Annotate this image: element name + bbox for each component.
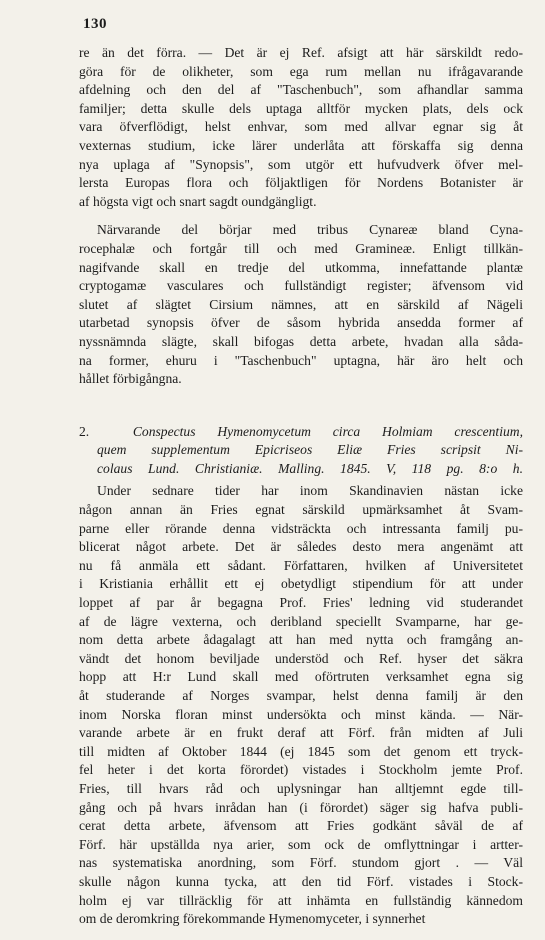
text-line: Under sednare tider har inom Skandinavien nästan icke bbox=[97, 483, 523, 499]
text-line: rocephalæ och fortgår till och med Gramineæ. Enligt tillkän- bbox=[79, 240, 523, 256]
text-line: re än det förra. — Det är ej Ref. afsigt att här särskildt redo- bbox=[79, 45, 523, 60]
text-line: inom Norska floran minst undersökta och minst kända. — När- bbox=[79, 706, 523, 722]
text-line: någon annan än Fries egnat särskild upmärksamhet åt Svam- bbox=[79, 502, 523, 518]
page-number: 130 bbox=[83, 16, 107, 32]
paragraph-1 bbox=[79, 44, 523, 211]
text-line: Närvarande del börjar med tribus Cynareæ bland Cyna- bbox=[97, 222, 523, 238]
text-line: cerat detta arbete, äfvensom att Fries godkänt såväl de af bbox=[79, 818, 523, 834]
text-line: i Kristiania erhållit ett ej obetydligt stipendium för att under bbox=[79, 576, 523, 592]
text-line: Fries, till hvars råd och uplysningar han alltjemnt egde till- bbox=[79, 780, 523, 796]
text-line: na former, ehuru i "Taschenbuch" uptagna, här äro helt och bbox=[79, 352, 523, 368]
section-number: 2. bbox=[79, 423, 90, 439]
text-line: loppet af par år begagna Prof. Fries' ledning vid studerandet bbox=[79, 595, 523, 611]
text-line: familjer; detta skulle dels uptaga alltför mycken plats, dels ock bbox=[79, 100, 523, 116]
text-line: nom detta arbete ådagalagt att han med nytta och framgång an- bbox=[79, 632, 523, 648]
text-line: holm ej var tillräcklig för att inhämta en fullständig kännedom bbox=[79, 892, 523, 908]
text-line: af de lägre vexterna, och deribland speciellt Svamparne, har ge- bbox=[79, 613, 523, 629]
text-line: hållet förbigångna. bbox=[79, 371, 182, 387]
text-line: slutet af slägtet Cirsium nämnes, att en särskild af Nägeli bbox=[79, 296, 523, 312]
text-line: skulle någon kunna tycka, att den tid Förf. vistades i Stock- bbox=[79, 873, 523, 889]
text-line: fel heter i det korta förordet) vistades i Stockholm jemte Prof. bbox=[79, 762, 523, 778]
text-line: åt studerande af Norges svampar, helst denna familj är den bbox=[79, 688, 523, 703]
text-line: parne eller rörande denna vidsträckta och intressanta familj pu- bbox=[79, 520, 523, 536]
text-line: gång och på hvars inrådan han (i förordet) säger sig hafva publi- bbox=[79, 799, 523, 815]
text-line: varande arbete är en frukt deraf att Förf. från midten af Juli bbox=[79, 725, 523, 741]
section-title-line-1: Conspectus Hymenomycetum circa Holmiam crescentium, bbox=[132, 423, 523, 439]
section-heading bbox=[79, 423, 523, 479]
text-line: nas systematiska anordning, som Förf. stundom gjort . — Väl bbox=[79, 855, 523, 871]
text-line: Förf. här upställda nya arier, som ock de omflyttningar i artter- bbox=[79, 836, 523, 852]
text-line: vexternas studium, icke lärer underlåta att förskaffa sig denna bbox=[79, 137, 523, 153]
text-line: göra för de olikheter, som ega rum mellan nu ifrågavarande bbox=[79, 63, 523, 79]
text-line: af högsta vigt och snart sagdt oundgängligt. bbox=[79, 193, 317, 209]
text-line: utarbetad synopsis öfver de såsom hybrida ansedda former af bbox=[79, 315, 523, 331]
paragraph-2 bbox=[79, 221, 523, 388]
text-line: om de deromkring förekommande Hymenomyceter, i synnerhet bbox=[79, 911, 426, 927]
section-title-line-3: colaus Lund. Christianiæ. Malling. 1845. V, 118 pg. 8:o h. bbox=[97, 460, 523, 476]
text-line: nu få anmäla ett sådant. Författaren, hvilken af Universitetet bbox=[79, 557, 523, 573]
text-line: vändt det honom beviljade understöd och Ref. hyser det säkra bbox=[79, 650, 523, 666]
text-line: vara öfverflödigt, helst enhvar, som med allvar egnar sig åt bbox=[79, 119, 523, 135]
text-line: blicerat något arbete. Det är således desto mera angenämt att bbox=[79, 539, 523, 555]
text-line: till midten af Oktober 1844 (ej 1845 som det genom ett tryck- bbox=[79, 743, 523, 759]
text-line: nya uplaga af "Synopsis", som utgör ett hufvudverk öfver mel- bbox=[79, 156, 523, 172]
text-line: afdelning och den del af "Taschenbuch", som afhandlar samma bbox=[79, 82, 523, 98]
text-line: lersta Europas flora och följaktligen för Nordens Botanister är bbox=[79, 175, 523, 191]
section-title-line-2: quem supplementum Epicriseos Eliæ Fries scripsit Ni- bbox=[97, 442, 523, 458]
paragraph-3 bbox=[79, 482, 523, 928]
text-line: nyssnämnda slägte, skall bifogas detta arbete, hvadan alla såda- bbox=[79, 333, 523, 349]
text-line: cryptogamæ vasculares och fullständigt register; äfvensom vid bbox=[79, 278, 523, 294]
text-line: nagifvande skall en tredje del utkomma, innefattande plantæ bbox=[79, 259, 523, 275]
text-line: hopp att H:r Lund skall med oförtruten verksamhet egna sig bbox=[79, 669, 523, 685]
